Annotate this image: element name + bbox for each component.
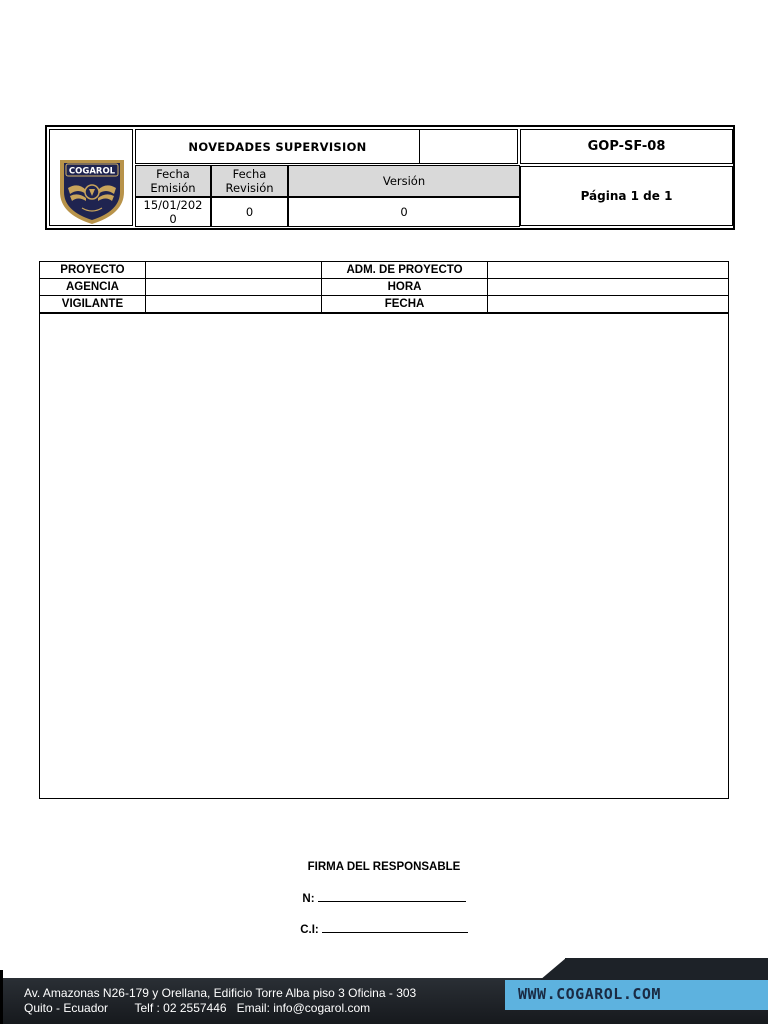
agencia-field[interactable] [145,279,321,296]
version-value: 0 [288,197,520,227]
footer-address [24,986,416,1016]
footer-address-line1: Av. Amazonas N26-179 y Orellana, Edificio Torre Alba piso 3 Oficina - 303 [24,986,417,1000]
table-row [40,279,729,296]
document-title: NOVEDADES SUPERVISION [135,129,420,164]
proyecto-field[interactable] [145,262,321,279]
signature-name-row [0,893,768,905]
blank-cell [420,129,518,164]
hora-field[interactable] [488,279,729,296]
proyecto-label: PROYECTO [40,262,146,279]
fecha-emision-value: 15/01/202 0 [135,197,211,227]
adm-proyecto-field[interactable] [488,262,729,279]
signature-title: FIRMA DEL RESPONSABLE [307,861,461,873]
fecha-revision-label: Fecha Revisión [211,165,288,197]
document-code: GOP-SF-08 [520,129,733,164]
footer-banner [0,970,768,1024]
footer-address-line2: Quito - Ecuador Telf : 02 2557446 Email: info@cogarol.com [24,1001,371,1015]
agencia-label: AGENCIA [40,279,146,296]
hora-label: HORA [321,279,488,296]
fecha-label: FECHA [321,296,488,313]
fecha-revision-value: 0 [211,197,288,227]
page-number: Página 1 de 1 [520,166,733,226]
footer-slant [540,958,566,980]
document-header [45,125,735,230]
cogarol-logo [56,154,128,226]
adm-proyecto-label: ADM. DE PROYECTO [321,262,488,279]
signature-ci-label: C.I: [300,924,319,936]
logo-cell [49,129,133,226]
notes-area[interactable] [39,313,729,799]
info-table [39,261,729,313]
footer-website[interactable]: WWW.COGAROL.COM [518,985,661,1003]
signature-name-line[interactable] [318,901,466,902]
vigilante-field[interactable] [145,296,321,313]
vigilante-label: VIGILANTE [40,296,146,313]
version-label: Versión [288,165,520,197]
table-row [40,296,729,313]
footer-top-block [565,958,768,980]
table-row [40,262,729,279]
signature-name-label: N: [302,893,315,905]
signature-ci-row [0,924,768,936]
signature-ci-line[interactable] [322,932,468,933]
footer-edge [0,970,3,1024]
logo-text: COGAROL [68,166,116,177]
fecha-emision-label: Fecha Emisión [135,165,211,197]
fecha-field[interactable] [488,296,729,313]
